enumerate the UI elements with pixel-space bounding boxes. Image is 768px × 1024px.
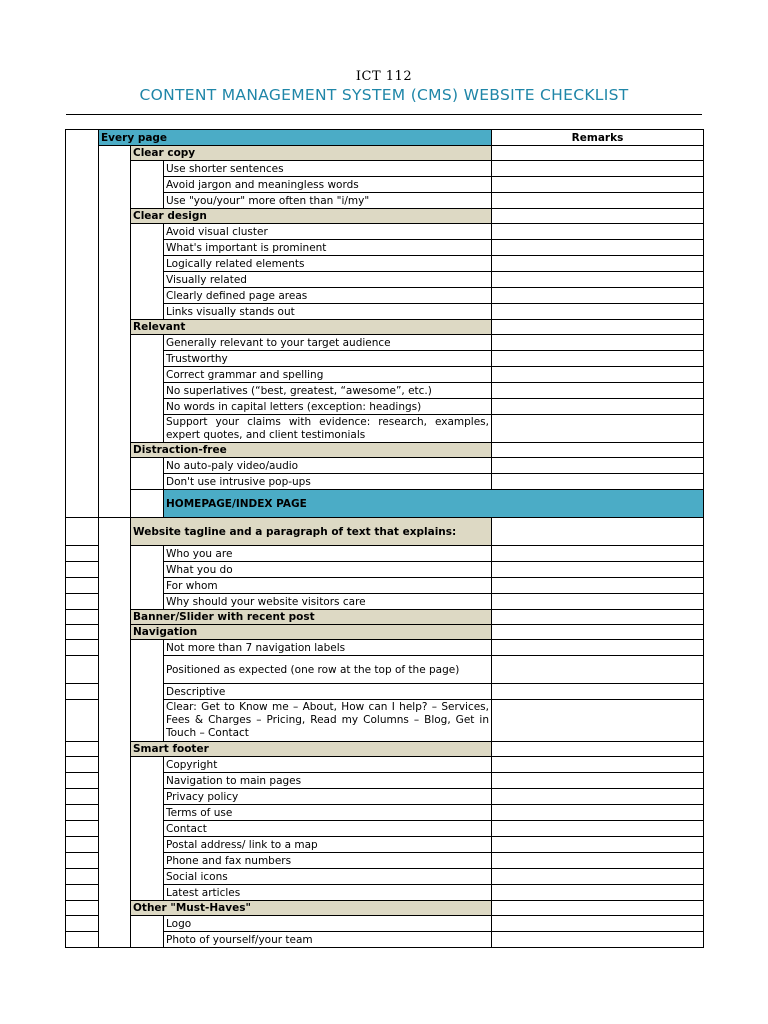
document-title: CONTENT MANAGEMENT SYSTEM (CMS) WEBSITE CHECKLIST	[139, 86, 629, 104]
remarks-cell[interactable]	[492, 757, 704, 773]
remarks-cell[interactable]	[492, 742, 704, 757]
checkbox-cell[interactable]	[131, 161, 164, 209]
remarks-cell[interactable]	[492, 885, 704, 901]
group-header-clear-copy: Clear copy	[131, 146, 492, 161]
checkbox-cell[interactable]	[66, 916, 99, 932]
group-header-distraction-free: Distraction-free	[131, 443, 492, 458]
checklist-item: Navigation to main pages	[164, 773, 492, 789]
table-row	[66, 458, 704, 474]
checkbox-cell[interactable]	[131, 640, 164, 742]
remarks-cell[interactable]	[492, 415, 704, 443]
checklist-item: Photo of yourself/your team	[164, 932, 492, 948]
checklist-item: Copyright	[164, 757, 492, 773]
checklist-item: Clearly defined page areas	[164, 288, 492, 304]
checkbox-cell[interactable]	[131, 757, 164, 901]
checklist-item: Phone and fax numbers	[164, 853, 492, 869]
remarks-cell[interactable]	[492, 161, 704, 177]
checkbox-cell[interactable]	[131, 224, 164, 320]
remarks-cell[interactable]	[492, 240, 704, 256]
checkbox-cell[interactable]	[131, 490, 164, 518]
table-row	[66, 916, 704, 932]
table-row	[66, 146, 704, 161]
checklist-item: Descriptive	[164, 684, 492, 700]
checklist-item: Not more than 7 navigation labels	[164, 640, 492, 656]
checklist-item: Terms of use	[164, 805, 492, 821]
remarks-cell[interactable]	[492, 209, 704, 224]
table-row	[66, 742, 704, 757]
checkbox-cell[interactable]	[66, 757, 99, 773]
checklist-item: Logo	[164, 916, 492, 932]
checkbox-cell[interactable]	[66, 742, 99, 757]
remarks-cell[interactable]	[492, 193, 704, 209]
remarks-cell[interactable]	[492, 288, 704, 304]
table-row	[66, 901, 704, 916]
remarks-cell[interactable]	[492, 700, 704, 742]
remarks-cell[interactable]	[492, 474, 704, 490]
checklist-item: Positioned as expected (one row at the top of the page)	[164, 656, 492, 684]
group-header-banner: Banner/Slider with recent post	[131, 610, 492, 625]
checklist-item: Links visually stands out	[164, 304, 492, 320]
checklist-item: Use "you/your" more often than "i/my"	[164, 193, 492, 209]
checkbox-cell[interactable]	[66, 789, 99, 805]
table-row	[66, 546, 704, 562]
checklist-item: What's important is prominent	[164, 240, 492, 256]
remarks-cell[interactable]	[492, 916, 704, 932]
title-rule	[66, 114, 702, 115]
checkbox-cell[interactable]	[66, 853, 99, 869]
table-row	[66, 320, 704, 335]
checklist-item: Logically related elements	[164, 256, 492, 272]
remarks-cell[interactable]	[492, 821, 704, 837]
remarks-cell[interactable]	[492, 256, 704, 272]
remarks-cell[interactable]	[492, 224, 704, 240]
checklist-item: Contact	[164, 821, 492, 837]
checkbox-cell[interactable]	[66, 546, 99, 562]
group-header-other-must-haves: Other "Must-Haves"	[131, 901, 492, 916]
remarks-cell[interactable]	[492, 546, 704, 562]
remarks-cell[interactable]	[492, 351, 704, 367]
remarks-cell[interactable]	[492, 625, 704, 640]
checkbox-cell[interactable]	[66, 805, 99, 821]
checkbox-cell[interactable]	[131, 546, 164, 610]
checkbox-cell[interactable]	[99, 518, 131, 948]
checklist-table	[65, 129, 704, 948]
remarks-cell[interactable]	[492, 458, 704, 474]
remarks-cell[interactable]	[492, 320, 704, 335]
remarks-cell[interactable]	[492, 610, 704, 625]
checkbox-cell[interactable]	[66, 901, 99, 916]
checkbox-cell[interactable]	[131, 916, 164, 948]
checklist-item: Trustworthy	[164, 351, 492, 367]
remarks-cell[interactable]	[492, 578, 704, 594]
checkbox-cell[interactable]	[131, 335, 164, 443]
table-row	[66, 335, 704, 351]
section-header-homepage: HOMEPAGE/INDEX PAGE	[164, 490, 704, 518]
remarks-cell[interactable]	[492, 869, 704, 885]
section-header-every-page: Every page	[99, 130, 492, 146]
remarks-header: Remarks	[492, 130, 704, 146]
remarks-cell[interactable]	[492, 853, 704, 869]
remarks-cell[interactable]	[492, 177, 704, 193]
remarks-cell[interactable]	[492, 932, 704, 948]
checkbox-cell[interactable]	[66, 562, 99, 578]
remarks-cell[interactable]	[492, 443, 704, 458]
group-header-smart-footer: Smart footer	[131, 742, 492, 757]
checkbox-cell[interactable]	[66, 594, 99, 610]
checklist-item: What you do	[164, 562, 492, 578]
remarks-cell[interactable]	[492, 594, 704, 610]
checkbox-cell[interactable]	[99, 146, 131, 518]
checklist-item: Social icons	[164, 869, 492, 885]
group-header-navigation: Navigation	[131, 625, 492, 640]
checkbox-cell[interactable]	[66, 932, 99, 948]
table-row	[66, 161, 704, 177]
remarks-cell[interactable]	[492, 837, 704, 853]
checklist-item: No words in capital letters (exception: headings)	[164, 399, 492, 415]
table-row	[66, 224, 704, 240]
checklist-item: No auto-paly video/audio	[164, 458, 492, 474]
table-row	[66, 640, 704, 656]
remarks-cell[interactable]	[492, 367, 704, 383]
checkbox-cell[interactable]	[66, 837, 99, 853]
checklist-item: Why should your website visitors care	[164, 594, 492, 610]
remarks-cell[interactable]	[492, 146, 704, 161]
checkbox-cell[interactable]	[66, 773, 99, 789]
table-row	[66, 757, 704, 773]
table-row	[66, 625, 704, 640]
checkbox-cell[interactable]	[66, 578, 99, 594]
checklist-item: Don't use intrusive pop-ups	[164, 474, 492, 490]
remarks-cell[interactable]	[492, 789, 704, 805]
checkbox-cell[interactable]	[66, 885, 99, 901]
table-row	[66, 209, 704, 224]
checkbox-cell[interactable]	[66, 869, 99, 885]
remarks-cell[interactable]	[492, 684, 704, 700]
remarks-cell[interactable]	[492, 640, 704, 656]
remarks-cell[interactable]	[492, 399, 704, 415]
remarks-cell[interactable]	[492, 562, 704, 578]
remarks-cell[interactable]	[492, 518, 704, 546]
remarks-cell[interactable]	[492, 304, 704, 320]
checkbox-cell[interactable]	[66, 640, 99, 656]
remarks-cell[interactable]	[492, 901, 704, 916]
checklist-item: Generally relevant to your target audience	[164, 335, 492, 351]
checkbox-cell[interactable]	[66, 821, 99, 837]
checklist-item: Avoid jargon and meaningless words	[164, 177, 492, 193]
table-row	[66, 518, 704, 546]
group-header-relevant: Relevant	[131, 320, 492, 335]
checkbox-cell[interactable]	[66, 518, 99, 546]
remarks-cell[interactable]	[492, 272, 704, 288]
table-row	[66, 130, 704, 146]
group-header-clear-design: Clear design	[131, 209, 492, 224]
table-row	[66, 443, 704, 458]
checklist-item: Correct grammar and spelling	[164, 367, 492, 383]
checkbox-cell[interactable]	[66, 130, 99, 518]
checklist-item: For whom	[164, 578, 492, 594]
remarks-cell[interactable]	[492, 335, 704, 351]
remarks-cell[interactable]	[492, 656, 704, 684]
remarks-cell[interactable]	[492, 383, 704, 399]
checkbox-cell[interactable]	[131, 458, 164, 490]
checklist-item: Latest articles	[164, 885, 492, 901]
checklist-item: Postal address/ link to a map	[164, 837, 492, 853]
checkbox-cell[interactable]	[66, 656, 99, 684]
document-code: ICT 112	[355, 69, 413, 84]
checklist-item: No superlatives (“best, greatest, “awesome”, etc.)	[164, 383, 492, 399]
checklist-item: Privacy policy	[164, 789, 492, 805]
checklist-item: Visually related	[164, 272, 492, 288]
checklist-item: Who you are	[164, 546, 492, 562]
checklist-item: Support your claims with evidence: research, examples, expert quotes, and client testimonials	[164, 415, 492, 443]
checkbox-cell[interactable]	[66, 684, 99, 700]
checklist-item: Use shorter sentences	[164, 161, 492, 177]
checkbox-cell[interactable]	[66, 700, 99, 742]
checklist-item: Avoid visual cluster	[164, 224, 492, 240]
checkbox-cell[interactable]	[66, 625, 99, 640]
checklist-item: Clear: Get to Know me – About, How can I help? – Services, Fees & Charges – Pricing, Read my Columns – Blog, Get in Touch – Contact	[164, 700, 492, 742]
group-header-tagline: Website tagline and a paragraph of text that explains:	[131, 518, 492, 546]
remarks-cell[interactable]	[492, 805, 704, 821]
checkbox-cell[interactable]	[66, 610, 99, 625]
table-row	[66, 490, 704, 518]
remarks-cell[interactable]	[492, 773, 704, 789]
table-row	[66, 610, 704, 625]
